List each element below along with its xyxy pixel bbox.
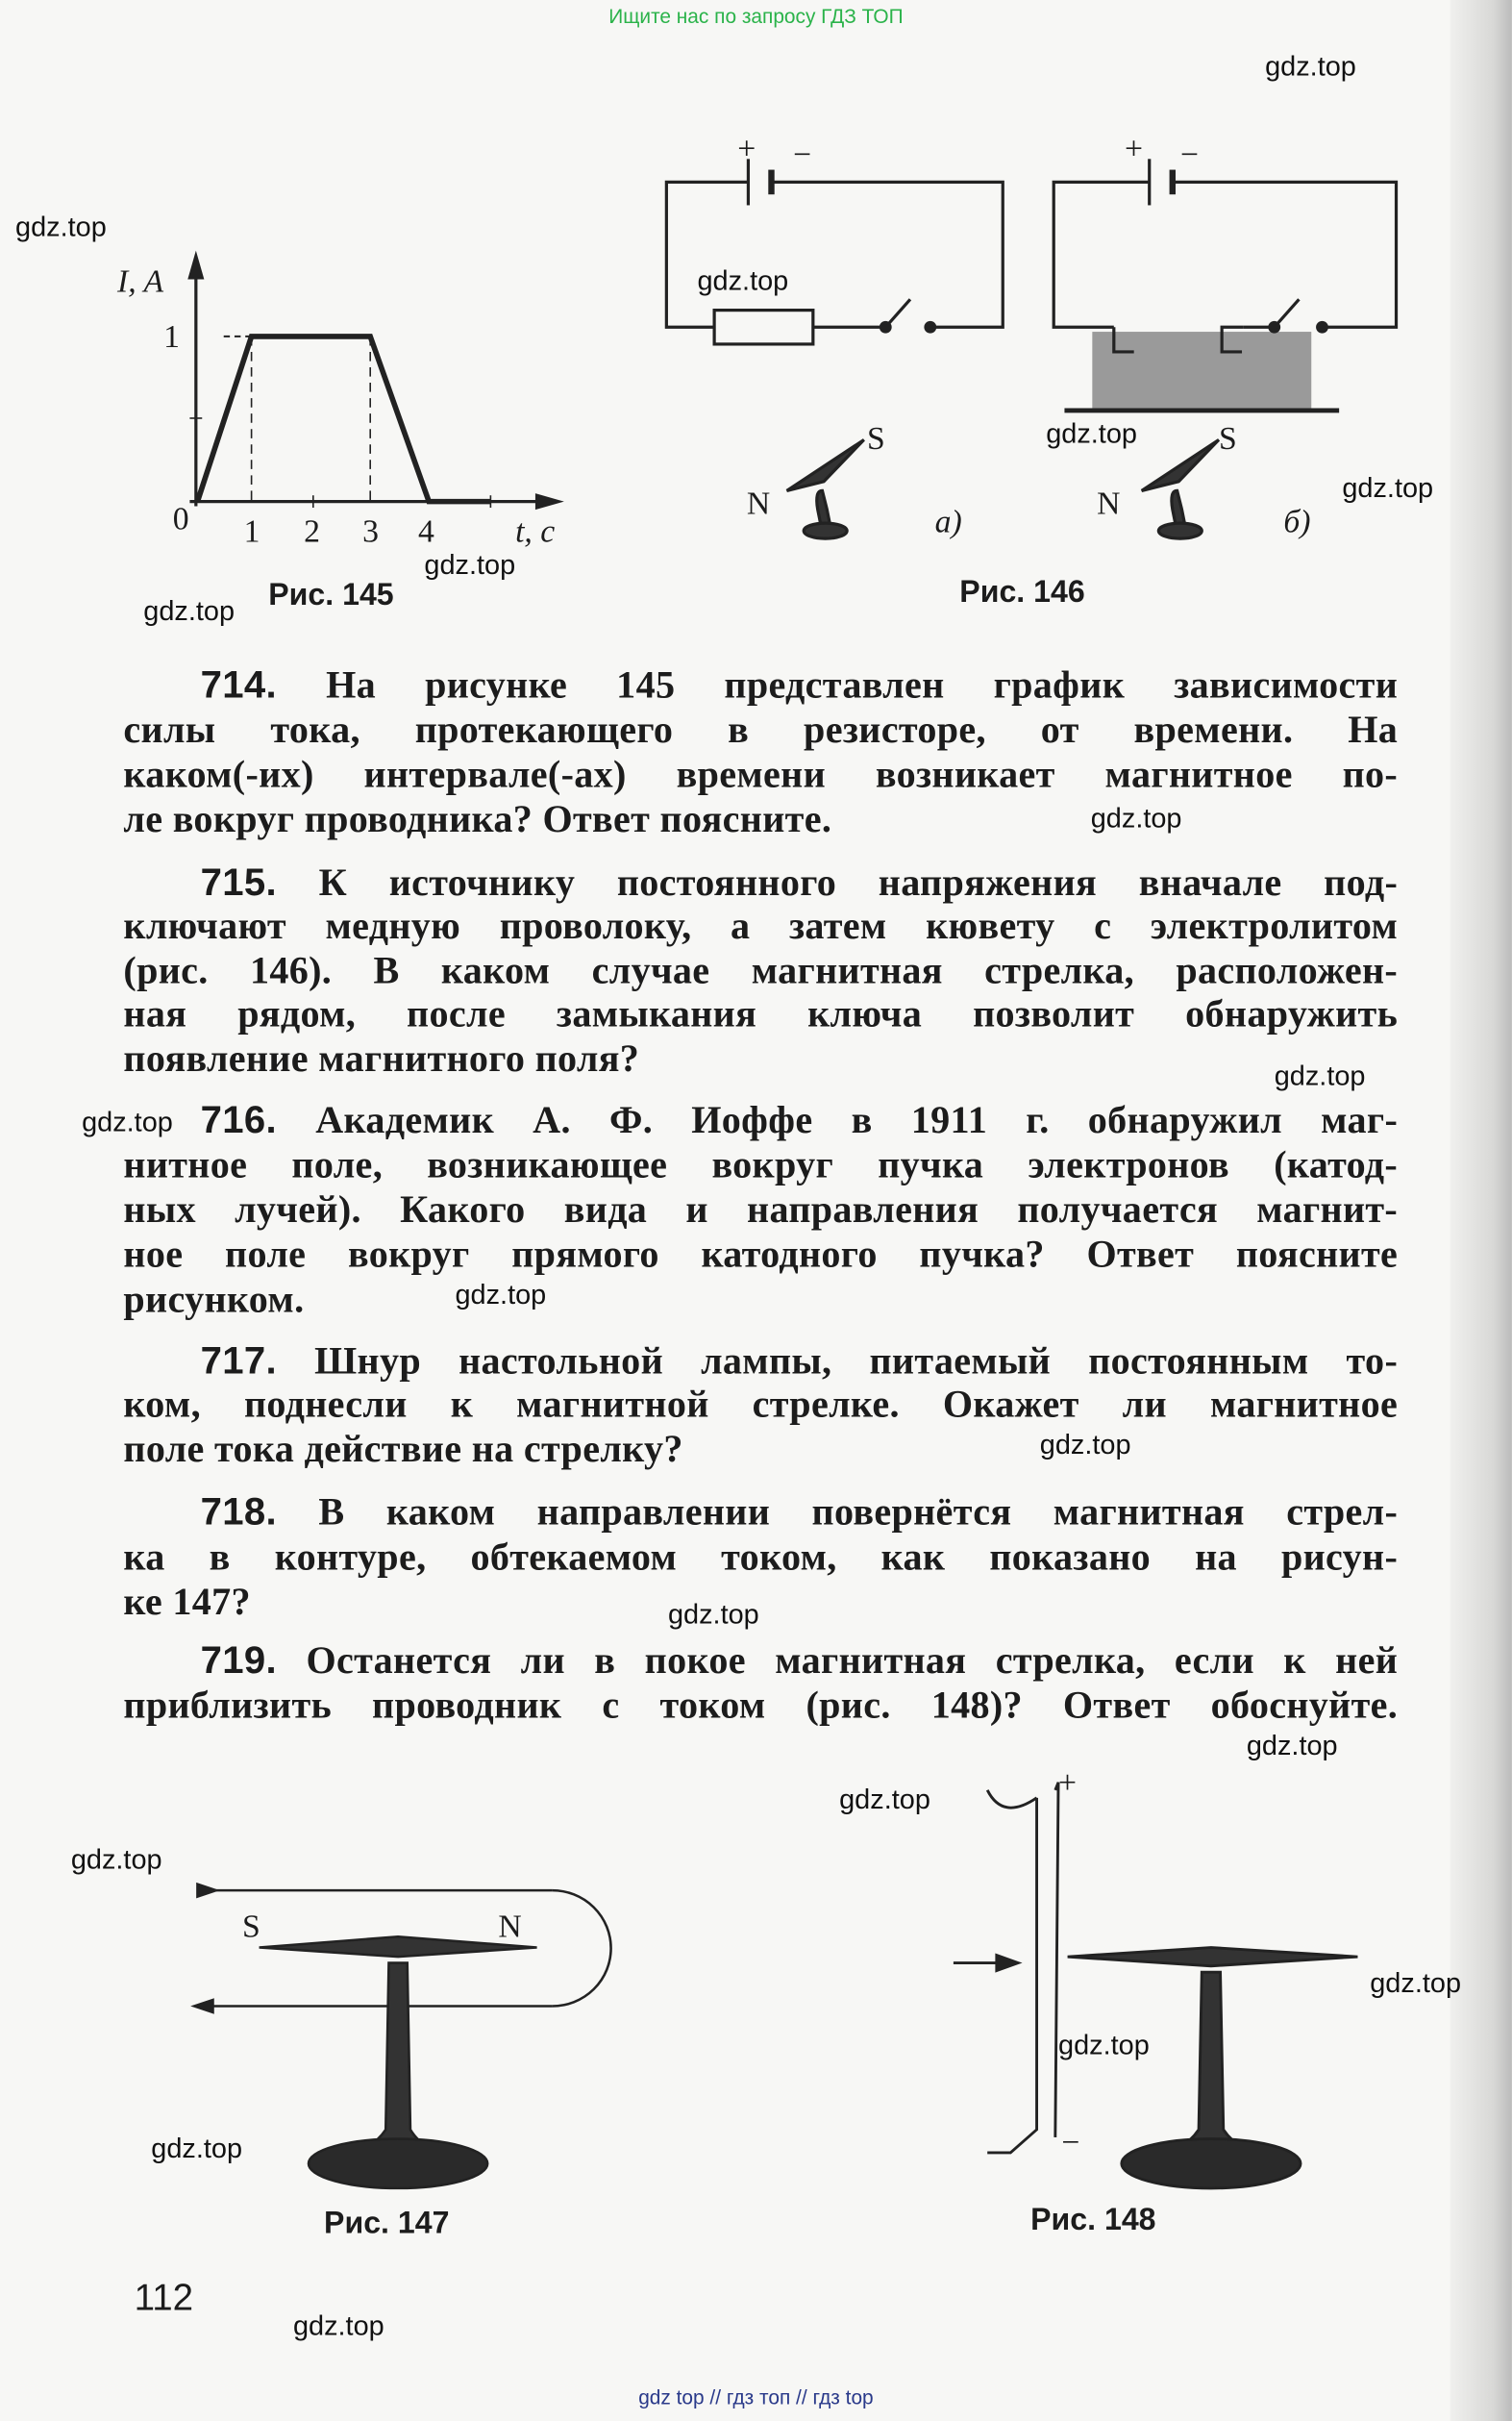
fig146-caption: Рис. 146 (959, 575, 1085, 610)
compass-needle (260, 1936, 537, 1957)
watermark: gdz.top (70, 1843, 162, 1876)
fig145-graph (189, 256, 558, 508)
x-tick-1: 1 (243, 512, 260, 550)
header-banner[interactable]: Ищите нас по запросу ГДЗ ТОП (608, 4, 904, 28)
x-axis-arrow (537, 495, 558, 508)
watermark: gdz.top (667, 1598, 759, 1630)
watermark: gdz.top (1046, 417, 1137, 450)
current-curve (197, 337, 490, 502)
north-label: N (498, 1907, 522, 1945)
watermark: gdz.top (15, 211, 107, 242)
x-axis-label: t, c (515, 512, 556, 550)
watermark: gdz.top (292, 2309, 384, 2341)
label-a: а) (934, 503, 962, 540)
x-tick-3: 3 (362, 512, 380, 550)
minus-sign: − (1179, 136, 1199, 173)
south-label: S (241, 1907, 260, 1945)
y-axis-label: I, A (116, 262, 164, 300)
x-tick-2: 2 (304, 512, 321, 550)
watermark: gdz.top (1058, 2029, 1150, 2060)
watermark: gdz.top (697, 265, 789, 297)
south-label: S (1218, 419, 1237, 458)
north-label: N (1097, 484, 1121, 522)
watermark: gdz.top (1342, 472, 1434, 504)
fig147-caption: Рис. 147 (324, 2207, 450, 2241)
fig145-caption: Рис. 145 (268, 578, 394, 613)
watermark: gdz.top (1265, 50, 1356, 83)
electrolyte-cuvette (1092, 332, 1311, 409)
footer-links[interactable]: gdz top // гдз топ // гдз top (638, 2385, 874, 2409)
watermark: gdz.top (839, 1784, 930, 1815)
fig148-caption: Рис. 148 (1030, 2203, 1156, 2238)
south-label: S (867, 419, 885, 458)
watermark: gdz.top (1090, 802, 1182, 834)
minus-sign: − (1061, 2123, 1080, 2160)
y-tick-1: 1 (163, 317, 180, 356)
y-axis-arrow (189, 256, 202, 277)
minus-sign: − (792, 136, 811, 173)
x-tick-0: 0 (172, 500, 189, 537)
watermark: gdz.top (1039, 1429, 1131, 1460)
plus-sign: + (1058, 1763, 1078, 1802)
page-number: 112 (134, 2277, 194, 2320)
fig146a-circuit (666, 159, 1003, 538)
label-b: б) (1283, 503, 1311, 540)
plus-sign: + (1125, 129, 1144, 167)
watermark: gdz.top (424, 549, 516, 581)
problem-number: 714. (200, 663, 278, 708)
watermark: gdz.top (151, 2133, 243, 2164)
watermark: gdz.top (455, 1279, 547, 1310)
watermark: gdz.top (1246, 1730, 1338, 1761)
watermark: gdz.top (1370, 1967, 1462, 1999)
plus-sign: + (737, 129, 756, 167)
fig148-wire (954, 1783, 1358, 2188)
watermark: gdz.top (82, 1106, 173, 1137)
compass-needle (1068, 1948, 1358, 1966)
x-tick-4: 4 (417, 512, 434, 550)
north-label: N (746, 484, 771, 522)
textbook-page: Ищите нас по запросу ГДЗ ТОП I, A 1 0 1 2 3 4 t, c Рис. 145 + − + − S N S N а) б) Рис. 146 714. На рисунке 145 представлен график зависимости силы тока, протекающего в резисторе, от времени. На каком(-их) интервале(-ах) времени возникает магнитное по- ле вокруг проводника? Ответ поясните. 715. К источнику постоянного напряжения вначале под- ключают медную проволоку, а затем кювету с электролитом (рис. 146). В каком случае магнитная стрелка, расположен- ная рядом, после замыкания ключа позволит обнаружить появление магнитного поля? 716. Академик А. Ф. Иоффе в 1911 г. обнаружил маг- нитное поле, возникающее вокруг пучка электронов (катод- ных лучей). Какого вида и направления получается магнит- ное поле вокруг прямого катодного пучка? Ответ поясните рисунком. 717. Шнур настольной лампы, питаемый постоянным то- ком, поднесли к магнитной стрелке. Окажет ли магнитное поле тока действие на стрелку? 718. В каком направлении повернётся магнитная стрел- ка в контуре, обтекаемом током, как показано на рисун- ке 147? 719. Останется ли в покое магнитная стрелка, если к ней приблизить проводник с током (рис. 148)? Ответ обоснуйте. S N Рис. 147 + − Рис. 148 112 gdz.top gdz.top gdz.top gdz.top gdz.top gdz.top gdz.top gdz.top gdz.top gdz.top gdz.top gdz.top gdz.top gdz.top gdz.top gdz.top gdz.top gdz.top gdz.top gdz.top gdz top // гдз топ // гдз top (0, 0, 1512, 2421)
watermark: gdz.top (1274, 1060, 1366, 1091)
watermark: gdz.top (143, 595, 235, 627)
